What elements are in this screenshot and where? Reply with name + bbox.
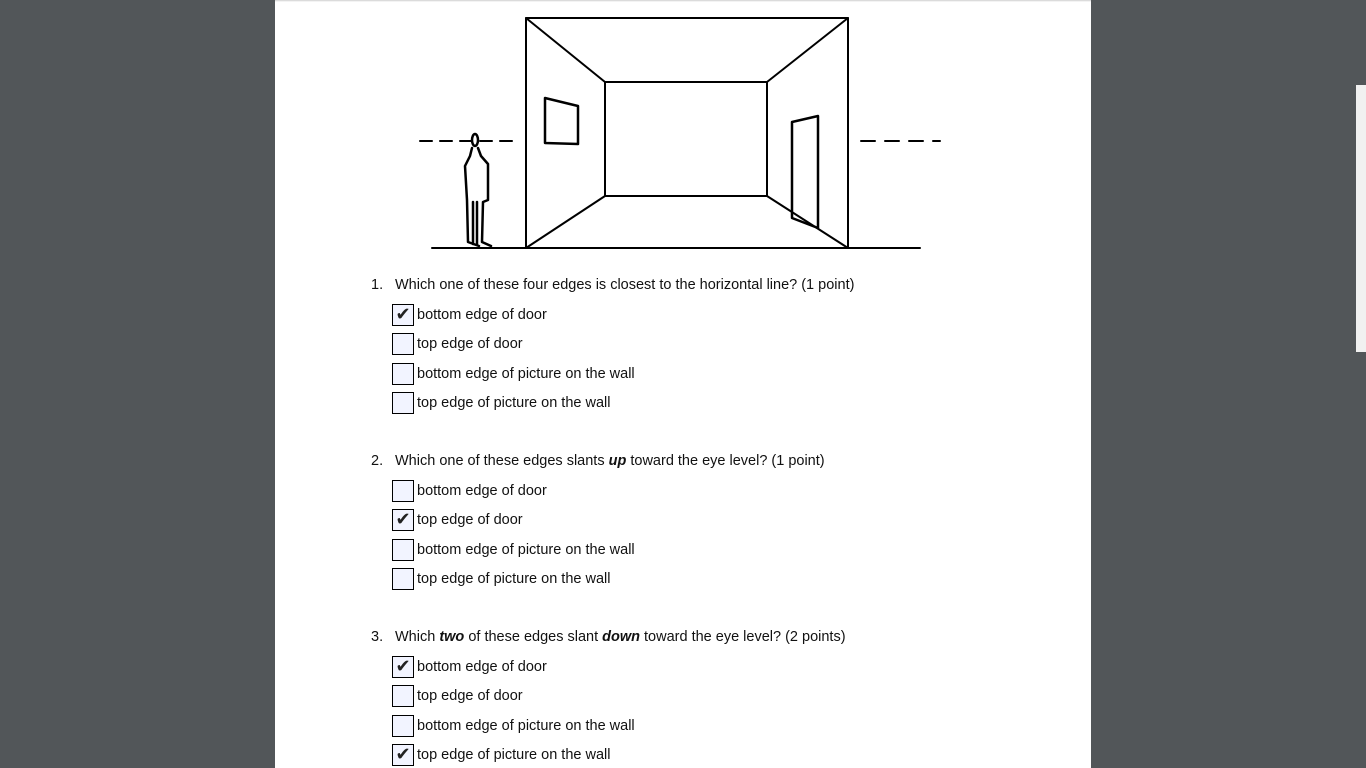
person-figure (465, 134, 491, 246)
option-label: bottom edge of picture on the wall (417, 541, 635, 558)
option-row[interactable] (392, 655, 846, 679)
option-label: bottom edge of door (417, 659, 547, 675)
options-list (392, 303, 854, 415)
question-3 (371, 627, 846, 768)
checkbox-unchecked[interactable] (392, 333, 414, 355)
wall-picture (545, 98, 578, 144)
option-label: bottom edge of picture on the wall (417, 365, 635, 382)
question-title (371, 451, 825, 471)
checkbox-checked[interactable] (392, 744, 414, 766)
question-emphasis: up (608, 453, 627, 469)
room-outer-frame (526, 18, 848, 248)
option-row[interactable] (392, 567, 825, 591)
option-row[interactable] (392, 303, 854, 327)
options-list (392, 655, 846, 767)
checkbox-checked[interactable] (392, 304, 414, 326)
option-label: bottom edge of picture on the wall (417, 717, 635, 734)
question-text-part: toward the eye level? (2 points) (640, 629, 846, 645)
wall-door (792, 116, 818, 228)
document-page (275, 0, 1091, 768)
option-label: bottom edge of door (417, 307, 547, 323)
check-mark-icon: ✔ (395, 509, 411, 531)
checkbox-unchecked[interactable] (392, 480, 414, 502)
question-text (395, 627, 846, 647)
question-text-part: Which (395, 629, 440, 645)
question-text-part: Which one of these edges slants (395, 453, 609, 469)
question-emphasis: down (602, 629, 640, 645)
option-label: top edge of picture on the wall (417, 746, 611, 763)
check-mark-icon: ✔ (395, 743, 411, 765)
check-mark-icon: ✔ (395, 304, 411, 325)
question-title (371, 275, 854, 295)
option-row[interactable] (392, 332, 854, 356)
room-back-wall (605, 82, 767, 196)
option-label: bottom edge of door (417, 483, 547, 499)
options-list (392, 479, 825, 591)
checkbox-unchecked[interactable] (392, 363, 414, 385)
checkbox-unchecked[interactable] (392, 392, 414, 414)
checkbox-unchecked[interactable] (392, 568, 414, 590)
checkbox-unchecked[interactable] (392, 685, 414, 707)
checkbox-checked[interactable] (392, 509, 414, 531)
question-title (371, 627, 846, 647)
checkbox-unchecked[interactable] (392, 715, 414, 737)
option-row[interactable] (392, 538, 825, 562)
question-1 (371, 275, 854, 420)
question-number: 2. (371, 453, 384, 469)
option-label: top edge of picture on the wall (417, 570, 611, 587)
question-text-part: toward the eye level? (1 point) (626, 453, 825, 469)
checkbox-checked[interactable] (392, 656, 414, 678)
question-number: 3. (371, 629, 384, 645)
checkbox-unchecked[interactable] (392, 539, 414, 561)
option-label: top edge of door (417, 512, 523, 529)
option-label: top edge of door (417, 336, 523, 353)
option-row[interactable] (392, 508, 825, 532)
perspective-room-figure (415, 10, 955, 255)
option-row[interactable] (392, 479, 825, 503)
option-row[interactable] (392, 714, 846, 738)
option-row[interactable] (392, 362, 854, 386)
question-emphasis: two (439, 629, 465, 645)
vertical-scrollbar[interactable] (1354, 0, 1366, 768)
question-text (395, 451, 825, 471)
question-2 (371, 451, 825, 596)
option-label: top edge of door (417, 688, 523, 705)
question-number: 1. (371, 277, 384, 293)
question-text-part: of these edges slant (464, 629, 603, 645)
scrollbar-thumb[interactable] (1356, 85, 1366, 352)
option-row[interactable] (392, 684, 846, 708)
option-label: top edge of picture on the wall (417, 394, 611, 411)
check-mark-icon: ✔ (395, 656, 411, 677)
option-row[interactable] (392, 743, 846, 767)
question-text: Which one of these four edges is closest to the horizontal line? (1 point) (395, 277, 855, 293)
option-row[interactable] (392, 391, 854, 415)
page-top-shadow (275, 0, 1091, 2)
